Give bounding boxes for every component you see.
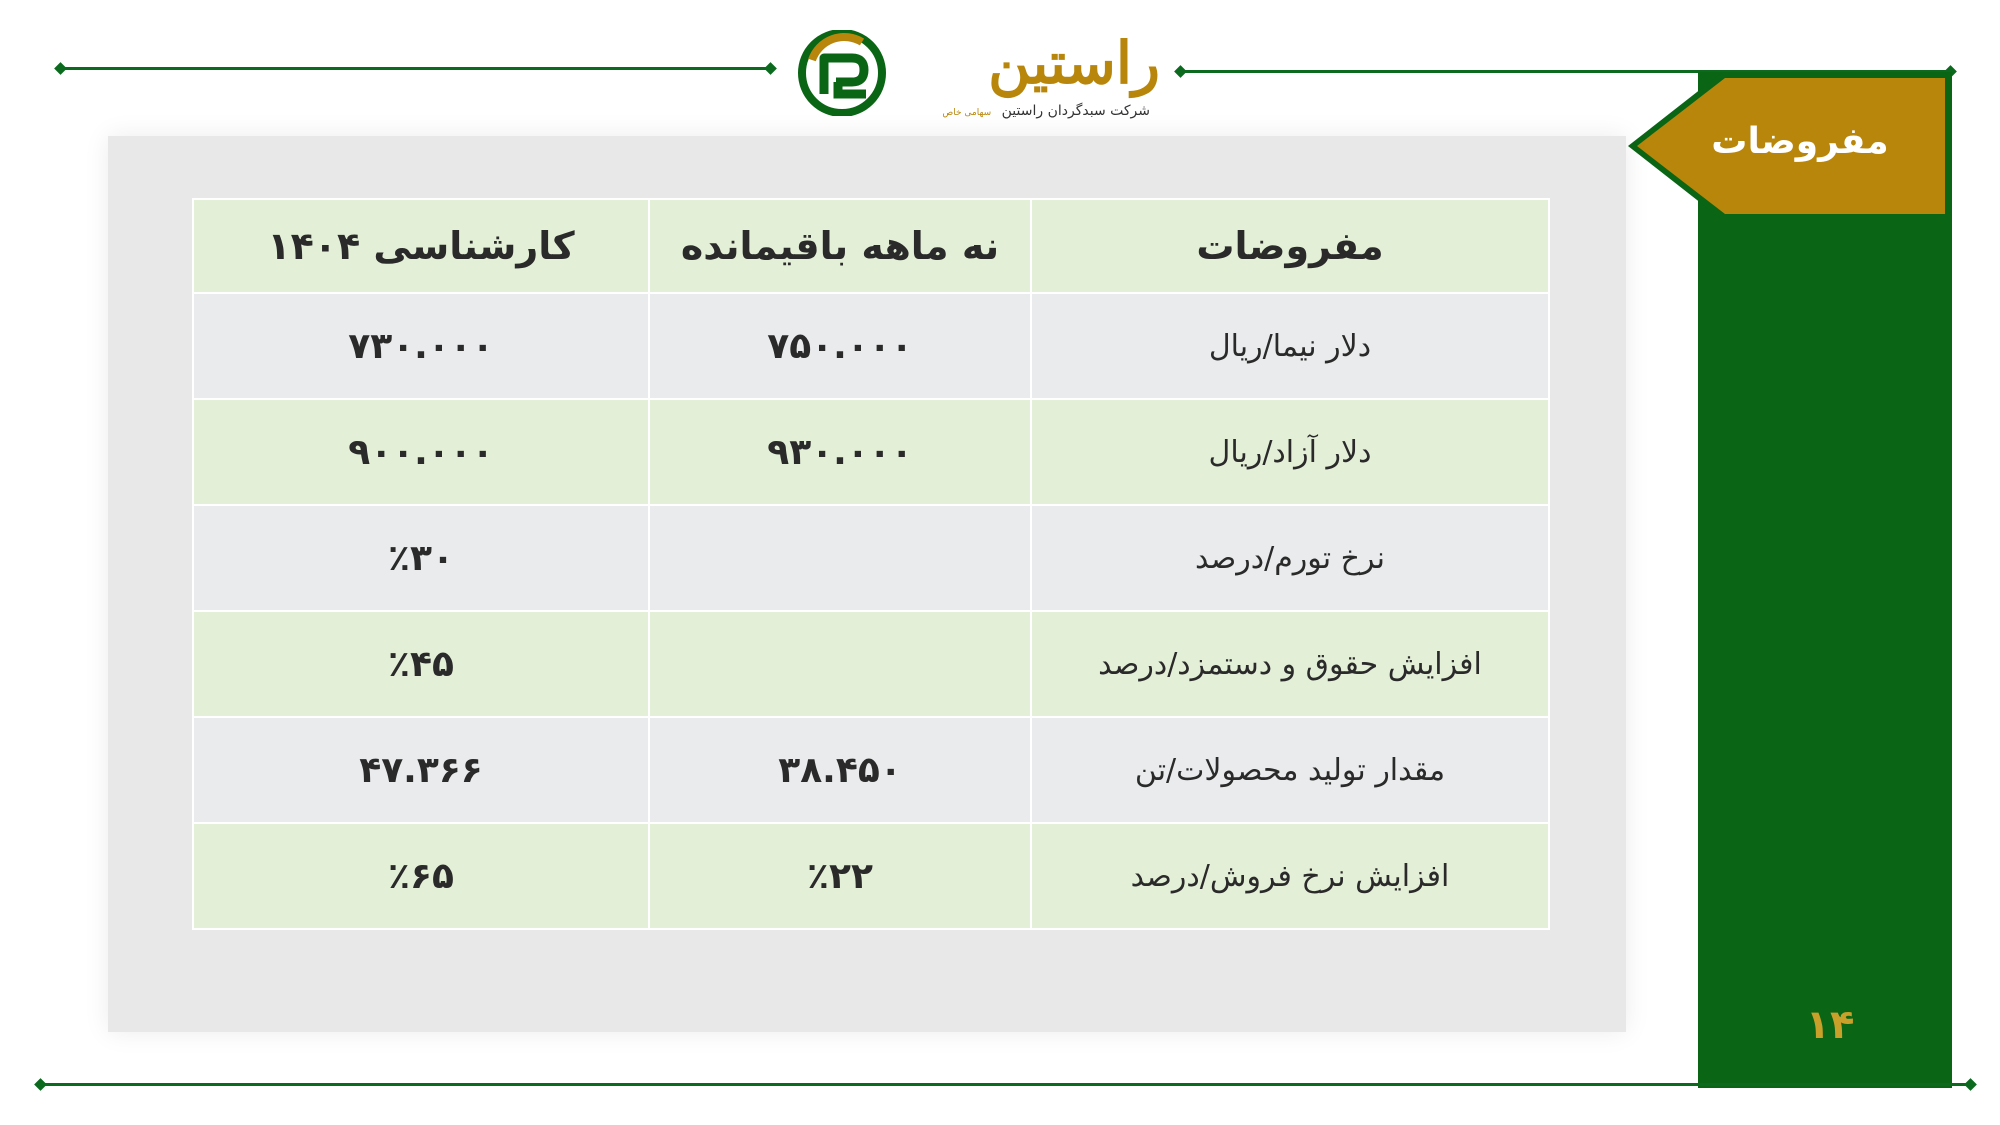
brand-subtitle-small: سهامی خاص [942, 108, 992, 118]
row-expert-value: ۷۳۰.۰۰۰ [193, 293, 649, 399]
row-nine-month-value: ۳۸.۴۵۰ [649, 717, 1031, 823]
footer-line-start-dot [34, 1078, 47, 1091]
row-expert-value: ٪۳۰ [193, 505, 649, 611]
row-expert-value: ٪۴۵ [193, 611, 649, 717]
header-assumptions: مفروضات [1031, 199, 1549, 293]
row-label: افزایش حقوق و دستمزد/درصد [1031, 611, 1549, 717]
assumptions-table [192, 198, 1550, 930]
footer-line-end-dot [1964, 1078, 1977, 1091]
row-expert-value: ۹۰۰.۰۰۰ [193, 399, 649, 505]
row-expert-value: ۴۷.۳۶۶ [193, 717, 649, 823]
sidebar-panel [1698, 72, 1952, 1088]
header-line-left-end-dot [764, 62, 777, 75]
footer-line [40, 1083, 1970, 1086]
row-label: نرخ تورم/درصد [1031, 505, 1549, 611]
row-expert-value: ٪۶۵ [193, 823, 649, 929]
header-line-right-start-dot [1174, 65, 1187, 78]
table-row [193, 823, 1549, 929]
row-nine-month-value: ۷۵۰.۰۰۰ [649, 293, 1031, 399]
row-nine-month-value [649, 611, 1031, 717]
table-row [193, 293, 1549, 399]
page-title: مفروضات [1711, 121, 1889, 162]
row-nine-month-value: ٪۲۲ [649, 823, 1031, 929]
row-label: دلار نیما/ریال [1031, 293, 1549, 399]
brand-subtitle-text: شرکت سبدگردان راستین [1001, 103, 1150, 119]
company-logo-icon [790, 30, 894, 116]
table-header-row [193, 199, 1549, 293]
table-row [193, 717, 1549, 823]
row-label: افزایش نرخ فروش/درصد [1031, 823, 1549, 929]
header-expert-1404: کارشناسی ۱۴۰۴ [193, 199, 649, 293]
row-nine-month-value: ۹۳۰.۰۰۰ [649, 399, 1031, 505]
row-label: مقدار تولید محصولات/تن [1031, 717, 1549, 823]
header-line-left-start-dot [54, 62, 67, 75]
table-row [193, 399, 1549, 505]
brand-name: راستین [988, 29, 1160, 97]
header-line-left [60, 67, 770, 70]
page-number: ۱۴ [1805, 1002, 1855, 1048]
row-label: دلار آزاد/ریال [1031, 399, 1549, 505]
header-nine-month: نه ماهه باقیمانده [649, 199, 1031, 293]
row-nine-month-value [649, 505, 1031, 611]
table-row [193, 611, 1549, 717]
table-row [193, 505, 1549, 611]
brand-subtitle [930, 100, 1150, 122]
